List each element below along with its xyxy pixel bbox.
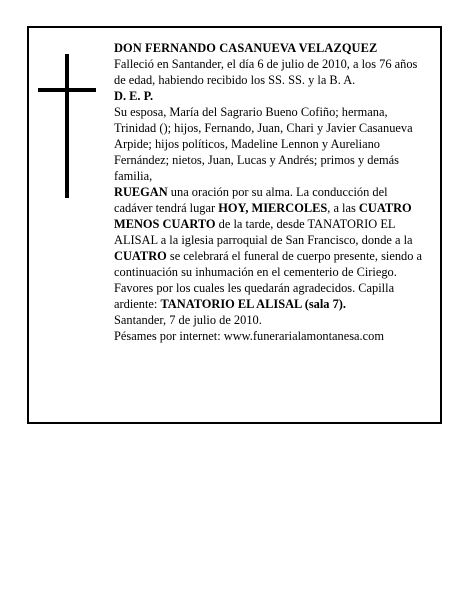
family-line: Su esposa, María del Sagrario Bueno Cofiño; hermana, Trinidad (); hijos, Fernando, Juan, Chari y Javier Casanueva Arpide; hijos políticos, Madeline Lennon y Aureliano Fernández; nietos, Juan, Lucas y Andrés; primos y demás familia, bbox=[114, 105, 413, 183]
request-text-3: de la tarde, desde TANATORIO EL ALISAL a la iglesia parroquial de San Francisco, donde a la bbox=[114, 217, 413, 247]
rip-line: D. E. P. bbox=[114, 89, 154, 103]
request-text-4: se celebrará el funeral de cuerpo presente, siendo a continuación su inhumación en el cementerio de Ciriego. Favores por los cuales les quedarán agradecidos. Capilla ardiente: bbox=[114, 249, 423, 311]
cross-horizontal-bar bbox=[38, 88, 96, 92]
cross-icon bbox=[38, 54, 96, 198]
condolences-line: Pésames por internet: www.funerarialamontanesa.com bbox=[114, 329, 384, 343]
deceased-name: DON FERNANDO CASANUEVA VELAZQUEZ bbox=[114, 41, 378, 55]
request-text-1: una oración por su alma. La conducción del cadáver tendrá lugar bbox=[114, 185, 388, 215]
death-line: Falleció en Santander, el día 6 de julio de 2010, a los 76 años de edad, habiendo recibido los SS. SS. y la B. A. bbox=[114, 57, 418, 87]
cross-vertical-bar bbox=[65, 54, 69, 198]
chapel-name: TANATORIO EL ALISAL (sala 7). bbox=[160, 297, 347, 311]
request-paragraph bbox=[114, 184, 424, 312]
service-time: CUATRO MENOS CUARTO bbox=[114, 201, 412, 231]
request-text-2: , a las bbox=[327, 201, 359, 215]
funeral-time: CUATRO bbox=[114, 249, 167, 263]
date-line: Santander, 7 de julio de 2010. bbox=[114, 313, 262, 327]
obituary-text bbox=[114, 40, 424, 344]
service-day: HOY, MIERCOLES bbox=[218, 201, 328, 215]
ruegan-word: RUEGAN bbox=[114, 185, 168, 199]
